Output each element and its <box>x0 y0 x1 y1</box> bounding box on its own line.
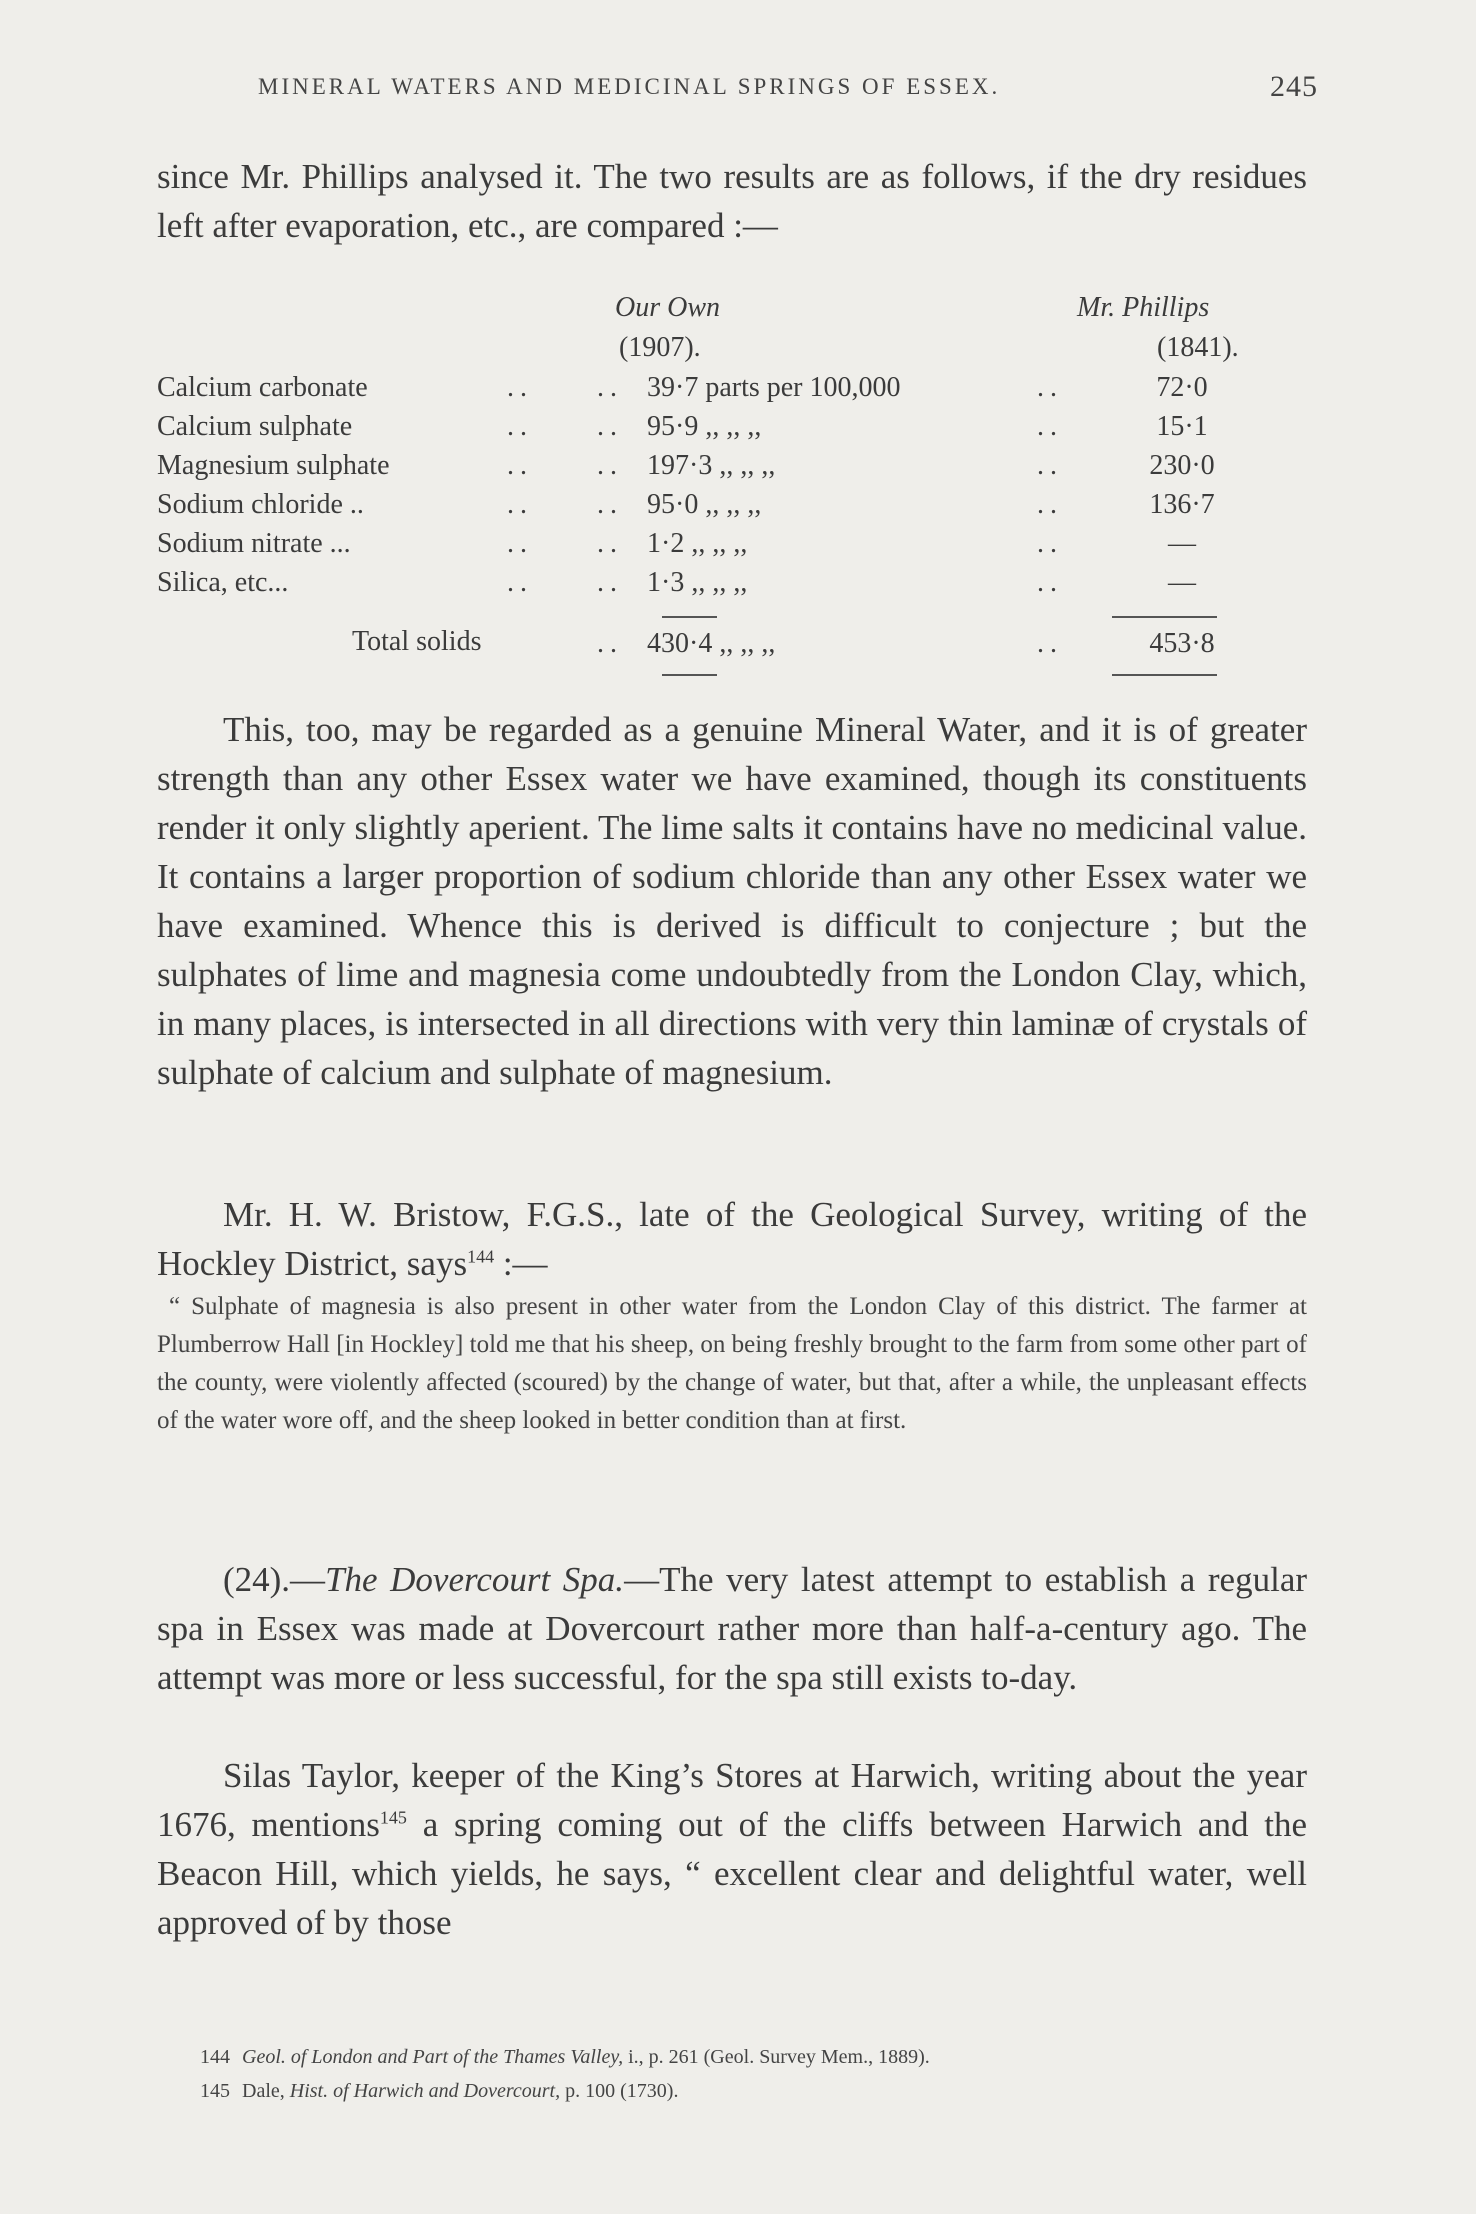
paragraph-text: This, too, may be regarded as a genuine Mineral Water, and it is of greater strength than any other Essex water we have examined, though its constituents render it only slightly aperient. The lime salts it contains have no medicinal value. It contains a larger proportion of sodium chloride than any other Essex water we have examined. Whence this is derived is difficult to conjecture ; but the sulphates of lime and magnesia come undoubtedly from the London Clay, which, in many places, is intersected in all directions with very thin laminæ of crystals of sulphate of calcium and sulphate of magnesium. <box>157 710 1307 1092</box>
row-phillips-value: 230·0 <box>1149 450 1215 481</box>
row-phillips-value: 15·1 <box>1156 411 1208 442</box>
table-row <box>157 567 1307 606</box>
table-total-row <box>157 616 1307 676</box>
leader-dots: .. <box>507 411 533 442</box>
table-row <box>157 528 1307 567</box>
row-name: Silica, etc... <box>157 567 289 598</box>
col-own-year: (1907). <box>619 332 701 363</box>
paragraph-text-end: a spring coming out of the cliffs between Harwich and the Beacon Hill, which yields, he says, “ excellent clear and delightful water, well approved of by those <box>157 1805 1308 1942</box>
total-label: Total solids <box>352 626 482 657</box>
analysis-table <box>157 292 1307 676</box>
table-row <box>157 411 1307 450</box>
total-own-value: 430·4 ,, ,, ,, <box>647 628 776 659</box>
row-name: Sodium nitrate ... <box>157 528 351 559</box>
table-header <box>157 292 1307 372</box>
leader-dots: .. <box>507 450 533 481</box>
leader-dots: .. <box>597 411 623 442</box>
leader-dots: .. <box>1037 528 1063 559</box>
row-phillips-value: — <box>1168 528 1196 559</box>
total-rule-phillips-bottom <box>1112 674 1217 676</box>
leader-dots: .. <box>507 372 533 403</box>
paragraph-bristow <box>157 1190 1307 1288</box>
footnote-author: Dale, <box>242 2080 290 2102</box>
leader-dots: .. <box>1037 489 1063 520</box>
quote-text: “ Sulphate of magnesia is also present in other water from the London Clay of this district. The farmer at Plumberrow Hall [in Hockley] told me that his sheep, on being freshly brought to the farm from some other part of the county, were violently affected (scoured) by the change of water, but that, after a while, the unpleasant effects of the water wore off, and the sheep looked in better condition than at first. <box>157 1293 1307 1434</box>
paragraph-dovercourt-spa <box>157 1555 1307 1702</box>
row-name: Magnesium sulphate <box>157 450 390 481</box>
intro-paragraph <box>157 152 1307 250</box>
footnote-title: Geol. of London and Part of the Thames Valley, <box>242 2046 624 2068</box>
section-title: The Dovercourt Spa. <box>325 1560 625 1599</box>
table-row <box>157 372 1307 411</box>
total-phillips-value: 453·8 <box>1149 628 1215 659</box>
paragraph-text-start: Mr. H. W. Bristow, F.G.S., late of the Geological Survey, writing of the Hockley District, says <box>157 1195 1307 1283</box>
leader-dots: .. <box>597 450 623 481</box>
footnote <box>200 2074 1300 2108</box>
row-own-value: 1·2 ,, ,, ,, <box>647 528 748 559</box>
row-own-value: 1·3 ,, ,, ,, <box>647 567 748 598</box>
footnote-rest: i., p. 261 (Geol. Survey Mem., 1889). <box>623 2046 930 2068</box>
leader-dots: .. <box>1037 628 1063 659</box>
paragraph-text-start: Silas Taylor, keeper of the King’s Stores at Harwich, writing about the year 1676, mentions <box>157 1756 1307 1844</box>
total-rule-own-bottom <box>662 674 717 676</box>
section-number: (24).— <box>223 1560 326 1599</box>
footnote <box>200 2040 1300 2074</box>
leader-dots: .. <box>1037 372 1063 403</box>
footnote-ref: 145 <box>379 1807 407 1828</box>
total-rule-phillips-top <box>1112 616 1217 618</box>
footnote-number: 145 <box>200 2080 230 2102</box>
running-title: MINERAL WATERS AND MEDICINAL SPRINGS OF ESSEX. <box>258 74 1001 99</box>
paragraph-mineral-water <box>157 705 1307 1097</box>
row-own-value: 95·0 ,, ,, ,, <box>647 489 762 520</box>
leader-dots: .. <box>507 489 533 520</box>
col-phillips-year: (1841). <box>1157 332 1239 363</box>
footnote-rest: p. 100 (1730). <box>560 2080 679 2102</box>
leader-dots: .. <box>597 489 623 520</box>
leader-dots: .. <box>597 372 623 403</box>
leader-dots: .. <box>1037 567 1063 598</box>
col-phillips-heading: Mr. Phillips <box>1077 292 1210 323</box>
paragraph-text <box>157 1555 1307 1702</box>
row-name: Calcium sulphate <box>157 411 353 442</box>
footnote-title: Hist. of Harwich and Dovercourt, <box>289 2080 561 2102</box>
row-own-value: 39·7 parts per 100,000 <box>647 372 901 403</box>
page-number: 245 <box>1270 70 1318 103</box>
row-name: Calcium carbonate <box>157 372 368 403</box>
block-quote <box>157 1288 1307 1440</box>
leader-dots: .. <box>597 528 623 559</box>
col-own-heading: Our Own <box>615 292 721 323</box>
table-row <box>157 450 1307 489</box>
leader-dots: .. <box>1037 450 1063 481</box>
total-rule-own-top <box>662 616 717 618</box>
paragraph-silas-taylor <box>157 1751 1307 1947</box>
leader-dots: .. <box>507 567 533 598</box>
row-phillips-value: — <box>1168 567 1196 598</box>
paragraph-text-body: —The very latest attempt to establish a regular spa in Essex was made at Dovercourt rather more than half-a-century ago. The attempt was more or less successful, for the spa still exists to-day. <box>157 1560 1308 1697</box>
leader-dots: .. <box>507 528 533 559</box>
paragraph-text <box>157 1190 1307 1288</box>
leader-dots: .. <box>1037 411 1063 442</box>
row-own-value: 95·9 ,, ,, ,, <box>647 411 762 442</box>
row-phillips-value: 136·7 <box>1149 489 1215 520</box>
footnote-number: 144 <box>200 2046 230 2068</box>
leader-dots: .. <box>597 628 623 659</box>
row-phillips-value: 72·0 <box>1156 372 1208 403</box>
footnote-ref: 144 <box>467 1246 495 1267</box>
paragraph-text <box>157 1751 1307 1947</box>
table-row <box>157 489 1307 528</box>
footnotes <box>200 2040 1300 2108</box>
row-name: Sodium chloride .. <box>157 489 364 520</box>
intro-text: since Mr. Phillips analysed it. The two results are as follows, if the dry residues left after evaporation, etc., are compared :— <box>157 157 1307 245</box>
leader-dots: .. <box>597 567 623 598</box>
paragraph-text-end: :— <box>494 1244 548 1283</box>
row-own-value: 197·3 ,, ,, ,, <box>647 450 776 481</box>
